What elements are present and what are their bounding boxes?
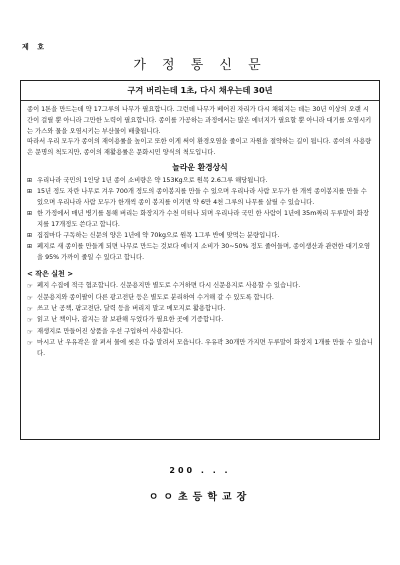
tips-title: < 작은 실천 > (27, 270, 74, 279)
tip-text: 재생지로 만들어진 상품을 우선 구입하여 사용합니다. (37, 327, 183, 335)
fact-item (27, 187, 373, 208)
fact-text: 한 가정에서 매년 병기를 통해 버리는 화장지가 수천 미터나 되며 우리나라 국민 한 사람이 1년에 35m짜리 두루말이 화장지를 17개정도 쓴다고 합니다. (37, 210, 369, 228)
notice-box (20, 80, 380, 440)
tip-item (27, 293, 373, 303)
heading-divider (21, 100, 379, 101)
fact-text: 15년 정도 자란 나무로 겨우 700개 정도의 종이봉지를 만들 수 있으며 우리나라 사람 모두가 한 개씩 종이봉지를 만들 수 있으며 우리나라 사람 모두가 한개씩 종이 봉지를 이겨면 약 6만 4천 그루의 나무를 살릴 수 있습니다. (37, 188, 367, 206)
grid-bullet-icon: ⊞ (27, 210, 33, 218)
tip-item (27, 315, 373, 325)
intro-paragraph: 종이 1톤을 만드는데 약 17그루의 나무가 필요합니다. 그런데 나무가 베어진 자리가 다시 채워지는 데는 30년 이상의 오랜 시간이 걸릴 뿐 아니라 그만한 노력이 필요합니다. 종이를 가공하는 과정에서는 많은 에너지가 필요할 뿐 아니라 대기를 오염시키는 가스와 물을 오염시키는 부산물이 배출됩니다. (27, 106, 372, 135)
tip-text: 읽고 난 책이나, 잡지는 잘 보관해 두었다가 필요한 곳에 기증합니다. (37, 316, 224, 324)
tip-item (27, 327, 373, 337)
tip-text: 폐지 수집에 적극 협조합니다. 신문용지만 별도로 수거하면 다시 신문용지로 사용할 수 있습니다. (37, 282, 301, 290)
document-number-label: 제 호 (22, 43, 47, 51)
principal-signature: ㅇㅇ초등학교장 (148, 492, 252, 503)
fact-text: 폐지로 새 종이를 만들게 되면 나무로 만드는 것보다 에너지 소비가 30~50% 정도 줄어들며, 종이생산과 관련한 대기오염을 95% 가까이 줄일 수 있다고 합니다. (37, 243, 371, 261)
grid-bullet-icon: ⊞ (27, 188, 33, 196)
notice-heading: 구겨 버리는데 1초, 다시 채우는데 30년 (127, 85, 273, 95)
fact-text: 우리나라 국민의 1인당 1년 종이 소비량은 약 153Kg으로 원목 2.6그루 해당됩니다. (37, 176, 268, 184)
pointing-hand-icon: ☞ (27, 305, 33, 314)
tip-item (27, 338, 373, 359)
fact-item (27, 176, 373, 186)
grid-bullet-icon: ⊞ (27, 176, 33, 184)
facts-title: 놀라운 환경상식 (172, 162, 228, 172)
pointing-hand-icon: ☞ (27, 293, 33, 302)
pointing-hand-icon: ☞ (27, 282, 33, 291)
pointing-hand-icon: ☞ (27, 339, 33, 348)
tip-text: 신문용지와 종이팔이 다른 광고전단 등은 별도로 분리하여 수거해 갈 수 있도록 합니다. (37, 293, 274, 301)
fact-item (27, 242, 373, 263)
tip-text: 마시고 난 우유곽은 잘 펴서 물에 씻은 다음 말려서 모읍니다. 우유곽 30개만 가지면 두루말이 화장지 1개를 만들 수 있습니다. (37, 339, 373, 357)
fact-item (27, 231, 373, 241)
tip-item (27, 281, 373, 291)
tip-text: 쓰고 난 공책, 팜고전단, 달력 등을 버리지 말고 메모지로 활용합니다. (37, 305, 226, 313)
grid-bullet-icon: ⊞ (27, 243, 33, 251)
pointing-hand-icon: ☞ (27, 327, 33, 336)
document-title: 가 정 통 신 문 (133, 58, 267, 73)
fact-text: 집집마다 구독하는 신문의 양은 1년에 약 70kg으로 원목 1그루 반에 맞먹는 분량입니다. (37, 232, 280, 240)
pointing-hand-icon: ☞ (27, 316, 33, 325)
fact-item (27, 209, 373, 230)
grid-bullet-icon: ⊞ (27, 232, 33, 240)
tip-item (27, 304, 373, 314)
issue-date: 200 . . . (169, 466, 231, 475)
conservation-paragraph: 따라서 우리 모두가 종이의 재이용률을 높이고 또한 이게 써이 환경오염을 줄이고 자원을 절약하는 길이 됩니다. 종이의 사용량은 문명의 척도지만, 종이의 재활용률은 문화시민 양식의 척도입니다. (27, 138, 372, 157)
